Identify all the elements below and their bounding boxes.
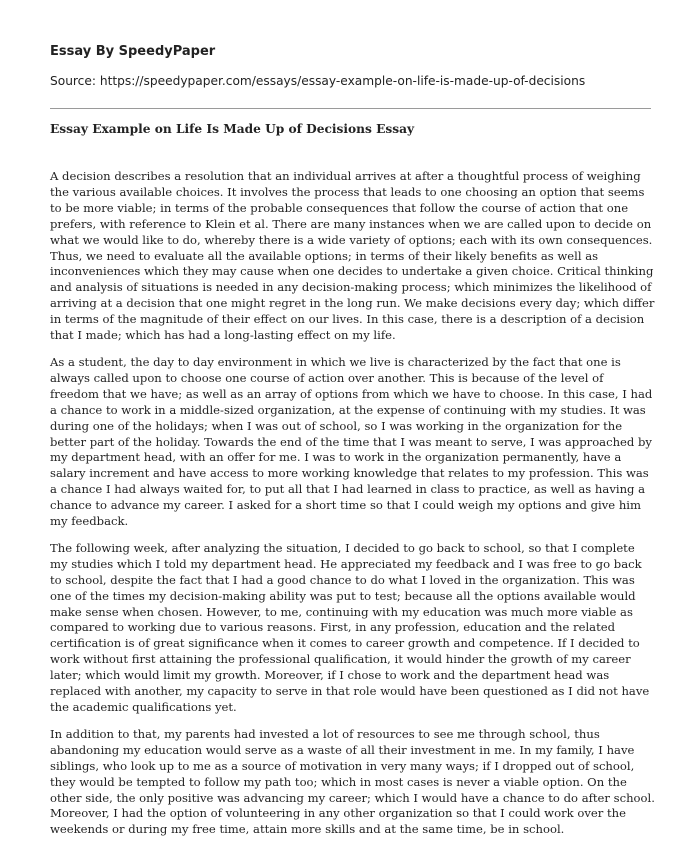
header-divider — [50, 108, 651, 109]
essay-paragraph: As a student, the day to day environment in which we live is characterized by the fact that one is always called upon to choose one course of action over another. This is because of the level of freedom that we have; as well as an array of options from which we have to choose. In this case, I had a chance to work in a middle-sized organization, at the expense of continuing with my studies. It was during one of the holidays; when I was out of school, so I was working in the organization for the better part of the holiday. Towards the end of the time that I was meant to serve, I was approached by my department head, with an offer for me. I was to work in the organization permanently, have a salary increment and have access to more working knowledge that relates to my profession. This was a chance I had always waited for, to put all that I had learned in class to practice, as well as having a chance to advance my career. I asked for a short time so that I could weigh my options and give him my feedback. — [50, 354, 653, 529]
document-header-title: Essay By SpeedyPaper — [50, 44, 216, 59]
source-line: Source: https://speedypaper.com/essays/essay-example-on-life-is-made-up-of-decisions — [50, 74, 586, 88]
essay-body — [50, 169, 655, 849]
essay-paragraph: In addition to that, my parents had invested a lot of resources to see me through school, thus abandoning my education would serve as a waste of all their investment in me. In my family, I have siblings, who look up to me as a source of motivation in very many ways; if I dropped out of school, they would be tempted to follow my path too; which in most cases is never a viable option. On the other side, the only positive was advancing my career; which I would have a chance to do after school. Moreover, I had the option of volunteering in any other organization so that I could work over the weekends or during my free time, attain more skills and at the same time, be in school. — [50, 726, 655, 837]
essay-paragraph: A decision describes a resolution that an individual arrives at after a thoughtful process of weighing the various available choices. It involves the process that leads to one choosing an option that seems to be more viable; in terms of the probable consequences that follow the course of action that one prefers, with reference to Klein et al. There are many instances when we are called upon to decide on what we would like to do, whereby there is a wide variety of options; each with its own consequences. Thus, we need to evaluate all the available options; in terms of their likely benefits as well as inconveniences which they may cause when one decides to undertake a given choice. Critical thinking and analysis of situations is needed in any decision-making process; which minimizes the likelihood of arriving at a decision that one might regret in the long run. We make decisions every day; which differ in terms of the magnitude of their effect on our lives. In this case, there is a description of a decision that I made; which has had a long-lasting effect on my life. — [50, 169, 655, 343]
essay-title: Essay Example on Life Is Made Up of Decisions Essay — [50, 122, 415, 136]
essay-paragraph: The following week, after analyzing the situation, I decided to go back to school, so that I complete my studies which I told my department head. He appreciated my feedback and I was free to go back to school, despite the fact that I had a good chance to do what I loved in the organization. This was one of the times my decision-making ability was put to test; because all the options available would make sense when chosen. However, to me, continuing with my education was much more viable as compared to working due to various reasons. First, in any profession, education and the related certification is of great significance when it comes to career growth and competence. If I decided to work without first attaining the professional qualification, it would hinder the growth of my career later; which would limit my growth. Moreover, if I chose to work and the department head was replaced with another, my capacity to serve in that role would have been questioned as I did not have the academic qualifications yet. — [50, 540, 650, 714]
